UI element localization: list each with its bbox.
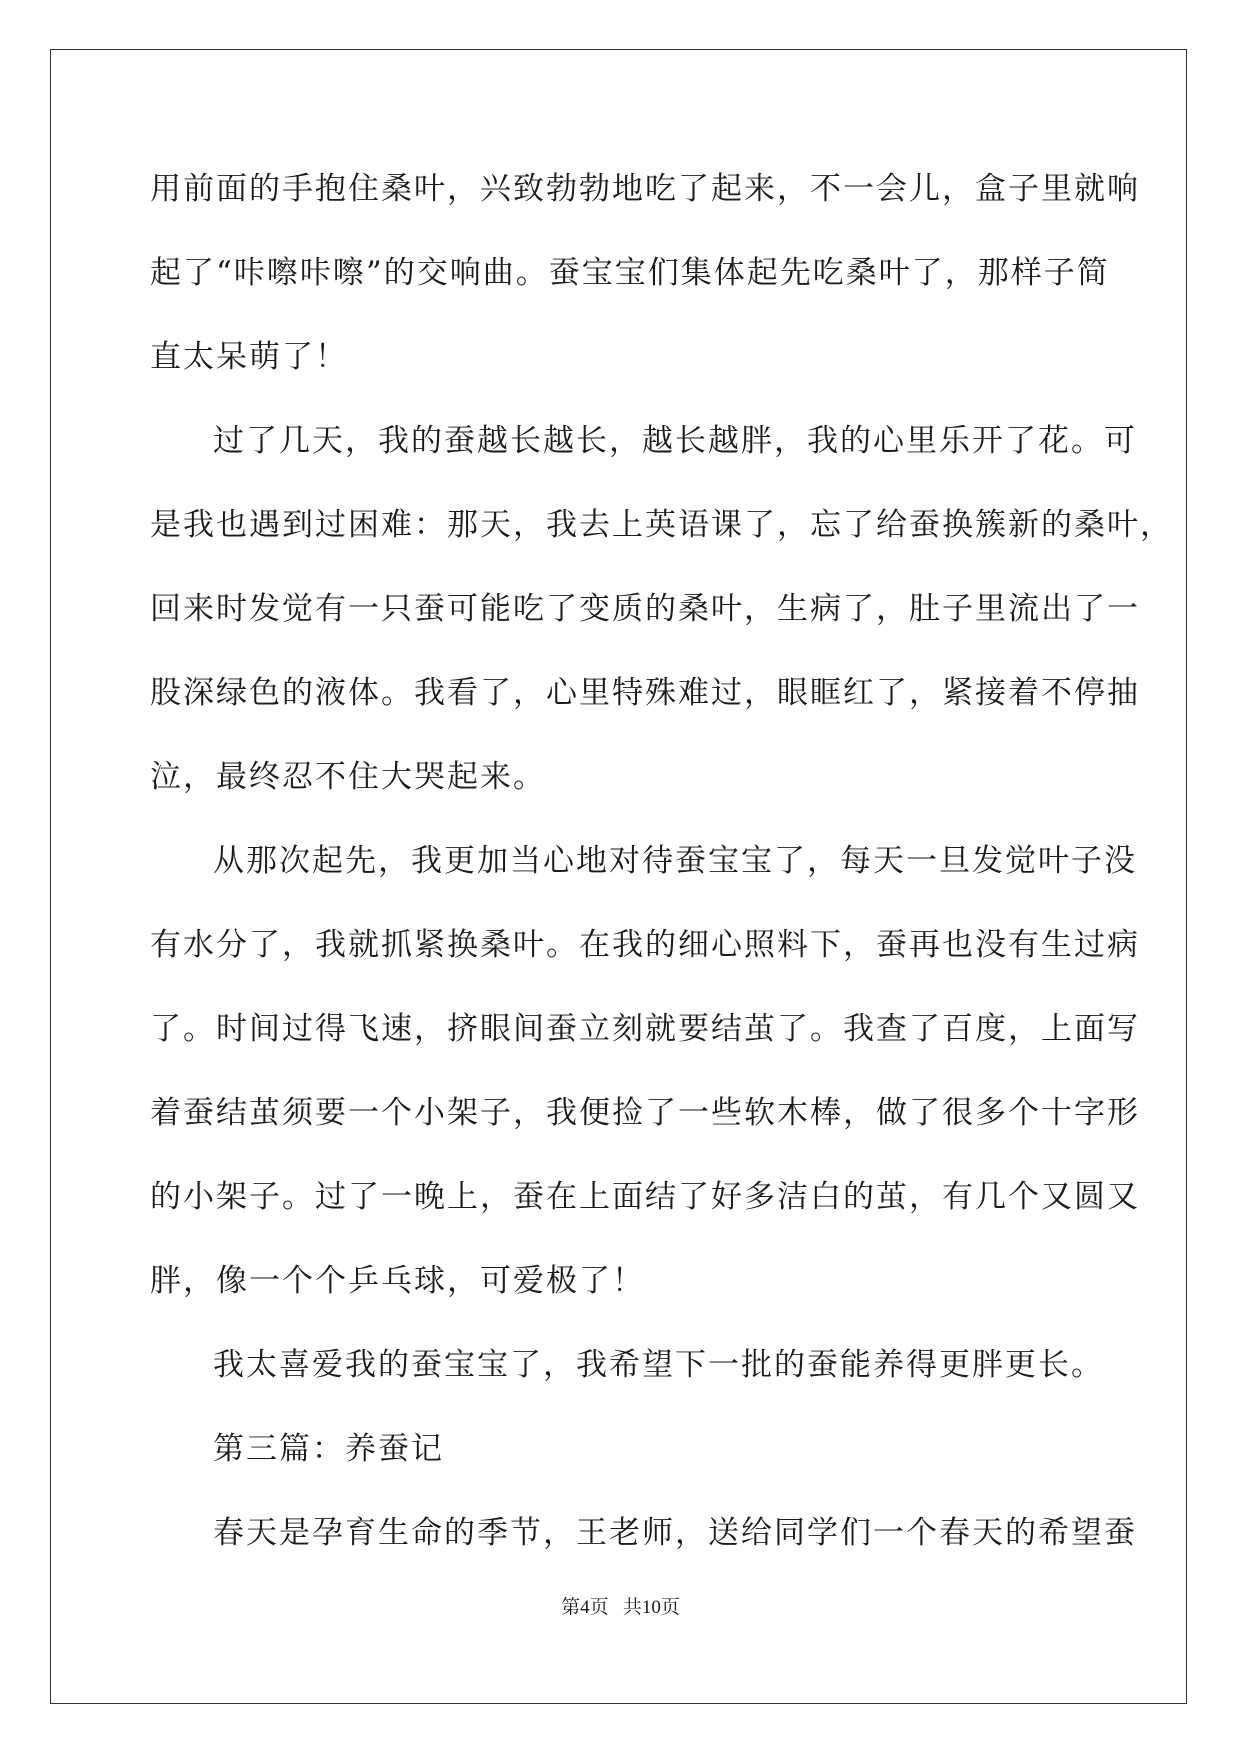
text-line: 有水分了，我就抓紧换桑叶。在我的细心照料下，蚕再也没有生过病	[150, 927, 1140, 963]
text-line: 胖，像一个个乒乓球，可爱极了！	[150, 1263, 645, 1299]
text-line: 股深绿色的液体。我看了，心里特殊难过，眼眶红了，紧接着不停抽	[150, 675, 1140, 711]
text-line: 是我也遇到过困难：那天，我去上英语课了，忘了给蚕换簇新的桑叶，	[150, 507, 1173, 543]
text-line: 直太呆萌了！	[150, 339, 348, 375]
page-number-footer: 第4页 共10页	[561, 1597, 680, 1618]
text-line: 起了“咔嚓咔嚓”的交响曲。蚕宝宝们集体起先吃桑叶了，那样子简	[150, 255, 1110, 291]
text-line: 用前面的手抱住桑叶，兴致勃勃地吃了起来，不一会儿，盒子里就响	[150, 171, 1140, 207]
text-line: 的小架子。过了一晚上，蚕在上面结了好多洁白的茧，有几个又圆又	[150, 1179, 1140, 1215]
text-line: 了。时间过得飞速，挤眼间蚕立刻就要结茧了。我查了百度，上面写	[150, 1011, 1140, 1047]
text-line: 着蚕结茧须要一个小架子，我便捡了一些软木棒，做了很多个十字形	[150, 1095, 1140, 1131]
paragraph-start-line: 过了几天，我的蚕越长越长，越长越胖，我的心里乐开了花。可	[213, 423, 1137, 459]
text-line: 泣，最终忍不住大哭起来。	[150, 759, 546, 795]
section-heading: 第三篇：养蚕记	[213, 1431, 444, 1467]
paragraph-start-line: 从那次起先，我更加当心地对待蚕宝宝了，每天一旦发觉叶子没	[213, 843, 1137, 879]
document-body	[150, 163, 1173, 1591]
paragraph-start-line: 春天是孕育生命的季节，王老师，送给同学们一个春天的希望蚕	[213, 1515, 1137, 1551]
paragraph-start-line: 我太喜爱我的蚕宝宝了，我希望下一批的蚕能养得更胖更长。	[213, 1347, 1104, 1383]
text-line: 回来时发觉有一只蚕可能吃了变质的桑叶，生病了，肚子里流出了一	[150, 591, 1140, 627]
